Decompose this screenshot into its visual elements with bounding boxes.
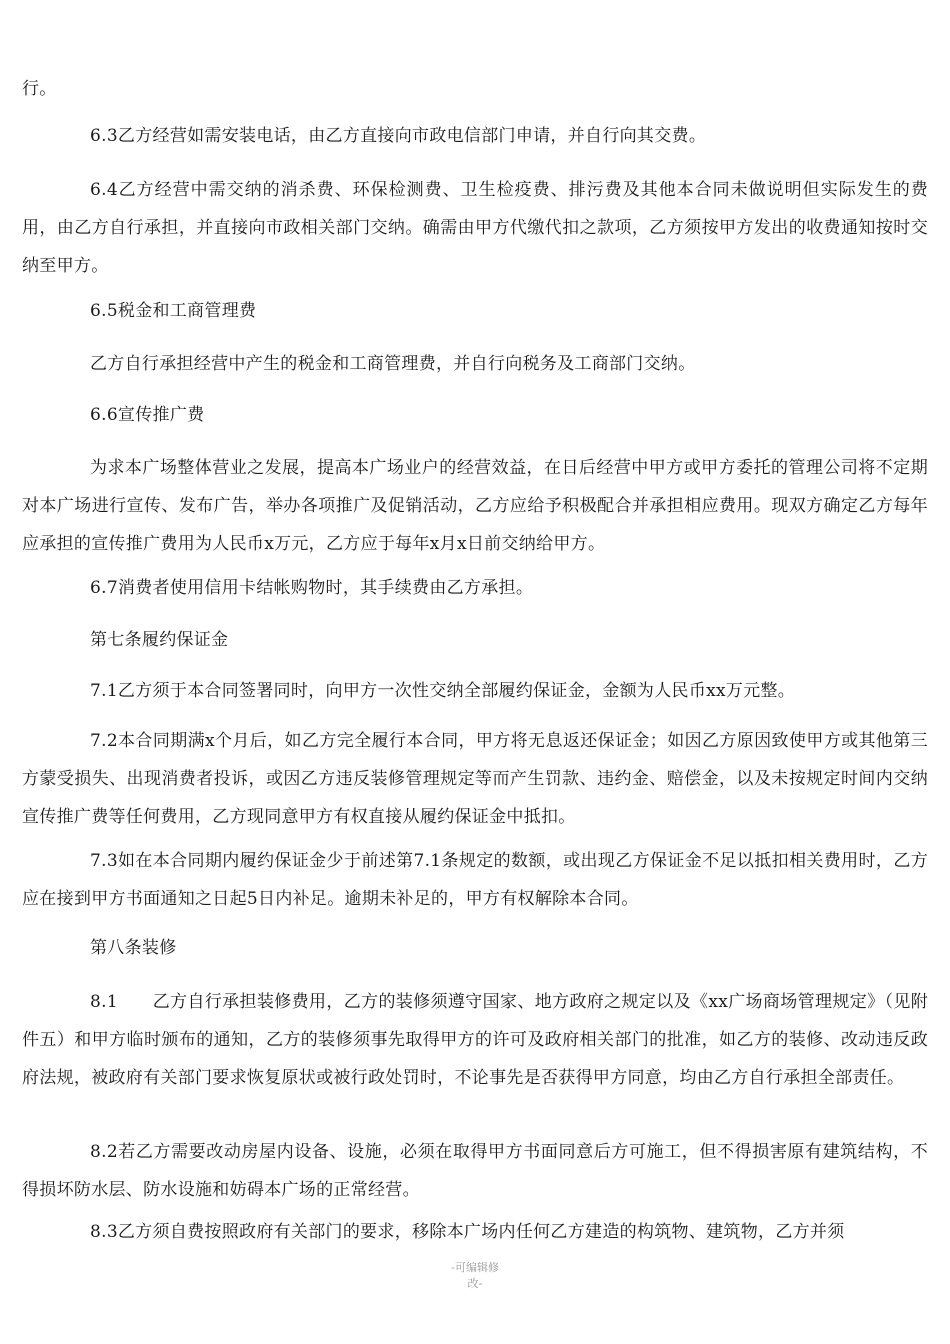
page-footer — [0, 1260, 950, 1292]
clause-7-3: 7.3如在本合同期内履约保证金少于前述第7.1条规定的数额，或出现乙方保证金不足以抵扣相关费用时，乙方应在接到甲方书面通知之日起5日内补足。逾期未补足的，甲方有权解除本合同。 — [22, 851, 928, 909]
article-7-heading: 第七条履约保证金 — [90, 630, 229, 650]
clause-6-7: 6.7消费者使用信用卡结帐购物时，其手续费由乙方承担。 — [90, 578, 534, 598]
footer-line-2: 改- — [467, 1277, 483, 1290]
clause-6-4: 6.4乙方经营中需交纳的消杀费、环保检测费、卫生检疫费、排污费及其他本合同未做说明但实际发生的费用，由乙方自行承担，并直接向市政相关部门交纳。确需由甲方代缴代扣之款项，乙方须按甲方发出的收费通知按时交纳至甲方。 — [22, 180, 928, 276]
clause-6-5-body: 乙方自行承担经营中产生的税金和工商管理费，并自行向税务及工商部门交纳。 — [90, 354, 696, 374]
clause-6-6-heading: 6.6宣传推广费 — [90, 405, 205, 425]
clause-6-3: 6.3乙方经营如需安装电话，由乙方直接向市政电信部门申请，并自行向其交费。 — [90, 126, 707, 146]
clause-6-5-heading: 6.5税金和工商管理费 — [90, 301, 257, 321]
paragraph-continuation: 行。 — [22, 79, 57, 99]
clause-6-6-body: 为求本广场整体营业之发展，提高本广场业户的经营效益，在日后经营中甲方或甲方委托的管理公司将不定期对本广场进行宣传、发布广告，举办各项推广及促销活动，乙方应给予积极配合并承担相应费用。现双方确定乙方每年应承担的宣传推广费用为人民币x万元，乙方应于每年x月x日前交纳给甲方。 — [22, 458, 928, 554]
clause-8-1: 8.1 乙方自行承担装修费用，乙方的装修须遵守国家、地方政府之规定以及《xx广场商场管理规定》（见附件五）和甲方临时颁布的通知，乙方的装修须事先取得甲方的许可及政府相关部门的批准，如乙方的装修、改动违反政府法规，被政府有关部门要求恢复原状或被行政处罚时，不论事先是否获得甲方同意，均由乙方自行承担全部责任。 — [22, 992, 928, 1088]
clause-8-2: 8.2若乙方需要改动房屋内设备、设施，必须在取得甲方书面同意后方可施工，但不得损害原有建筑结构，不得损坏防水层、防水设施和妨碍本广场的正常经营。 — [22, 1142, 928, 1200]
clause-8-3: 8.3乙方须自费按照政府有关部门的要求，移除本广场内任何乙方建造的构筑物、建筑物，乙方并须 — [90, 1222, 845, 1242]
clause-7-1: 7.1乙方须于本合同签署同时，向甲方一次性交纳全部履约保证金，金额为人民币xx万元整。 — [90, 681, 796, 701]
clause-7-2: 7.2本合同期满x个月后，如乙方完全履行本合同，甲方将无息返还保证金；如因乙方原因致使甲方或其他第三方蒙受损失、出现消费者投诉，或因乙方违反装修管理规定等而产生罚款、违约金、赔偿金，以及未按规定时间内交纳宣传推广费等任何费用，乙方现同意甲方有权直接从履约保证金中抵扣。 — [22, 731, 928, 827]
footer-line-1: -可编辑修 — [451, 1261, 499, 1274]
article-8-heading: 第八条装修 — [90, 938, 177, 958]
